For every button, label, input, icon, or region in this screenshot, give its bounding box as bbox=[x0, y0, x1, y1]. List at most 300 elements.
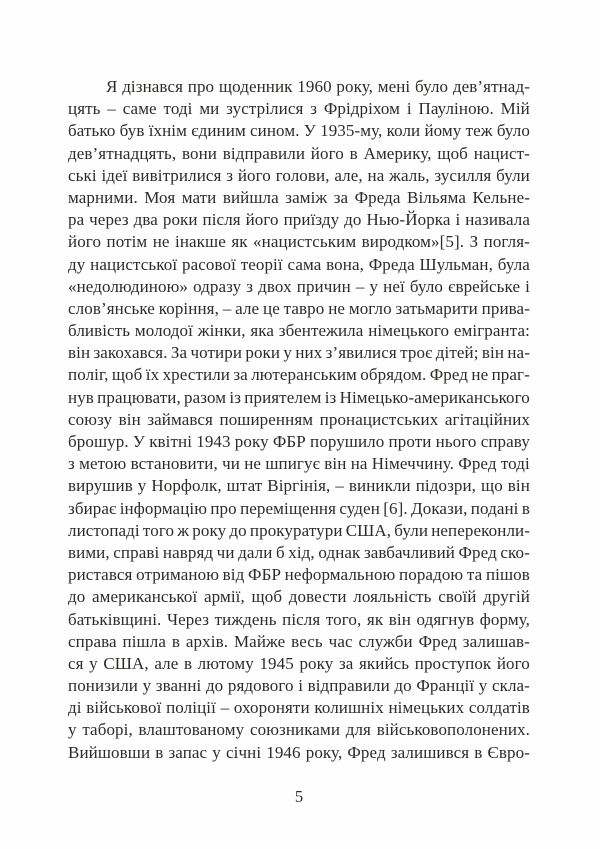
word: лояльність bbox=[353, 587, 432, 607]
word: щоб bbox=[111, 365, 143, 385]
word: до bbox=[205, 676, 224, 696]
word: агітаційних bbox=[444, 409, 530, 429]
word: навряд bbox=[162, 542, 214, 562]
word: яка bbox=[250, 321, 274, 341]
word: але, bbox=[334, 165, 363, 185]
word: з bbox=[226, 165, 234, 185]
word: охороняти bbox=[233, 698, 310, 718]
text-line bbox=[68, 98, 530, 120]
word: [6]. bbox=[383, 498, 408, 518]
text-line bbox=[68, 187, 530, 209]
word: інакше bbox=[175, 232, 226, 252]
word: своїй bbox=[438, 587, 477, 607]
word: в bbox=[349, 143, 358, 163]
word: за bbox=[333, 187, 349, 207]
word: брошур. bbox=[68, 432, 129, 451]
word: в bbox=[155, 742, 164, 762]
word: суден bbox=[339, 498, 380, 518]
word: роки bbox=[162, 210, 198, 230]
word: расової bbox=[181, 254, 236, 274]
word: до bbox=[344, 210, 362, 230]
word: чотири bbox=[190, 343, 243, 363]
text-line bbox=[68, 564, 530, 586]
word: року bbox=[192, 520, 227, 540]
word: року bbox=[234, 432, 269, 451]
word: 1943 bbox=[196, 432, 231, 451]
word: приїзду bbox=[283, 210, 340, 230]
word: залишився bbox=[390, 742, 470, 762]
word: одразу bbox=[193, 276, 242, 296]
word: у bbox=[369, 276, 379, 296]
word: Нью-Йорка bbox=[366, 210, 451, 230]
word: дали bbox=[238, 542, 273, 562]
word: було bbox=[415, 77, 449, 96]
word: зустрілися bbox=[226, 99, 304, 119]
word: і bbox=[525, 276, 530, 296]
word: у bbox=[68, 720, 77, 740]
word: року bbox=[299, 653, 334, 673]
text-line bbox=[68, 165, 530, 187]
word: займався bbox=[147, 409, 213, 429]
word: в bbox=[474, 742, 483, 762]
word: праг- bbox=[491, 365, 530, 385]
word: не bbox=[328, 298, 346, 318]
word: 1935-му, bbox=[320, 121, 383, 141]
word: із bbox=[229, 387, 242, 407]
word: приятелем bbox=[244, 387, 322, 407]
word: їхнім bbox=[148, 121, 187, 141]
text-line bbox=[68, 453, 530, 475]
word: у bbox=[478, 676, 488, 696]
text-line bbox=[68, 631, 530, 653]
word: йому bbox=[424, 121, 462, 141]
word: працювати, bbox=[97, 387, 181, 407]
text-line bbox=[68, 231, 530, 253]
word: вона, bbox=[326, 254, 364, 274]
word: цять bbox=[68, 99, 101, 119]
word: бливість bbox=[68, 321, 131, 341]
word: щоб bbox=[251, 587, 283, 607]
word: для bbox=[345, 720, 371, 740]
text-line bbox=[68, 254, 530, 276]
word: був bbox=[119, 121, 145, 141]
word: нацист- bbox=[473, 143, 530, 163]
word: – bbox=[220, 698, 230, 718]
word: Мій bbox=[500, 99, 530, 119]
word: мати bbox=[181, 187, 217, 207]
word: у bbox=[89, 653, 98, 673]
word: їх bbox=[145, 365, 160, 385]
word: теж bbox=[465, 121, 493, 141]
word: званні bbox=[155, 676, 202, 696]
word: ді bbox=[68, 698, 82, 718]
word: виникли bbox=[348, 476, 411, 496]
word: у bbox=[283, 343, 293, 363]
word: Докази, bbox=[411, 498, 468, 518]
word: німецьких bbox=[388, 698, 465, 718]
text-line bbox=[68, 364, 530, 386]
word: він bbox=[481, 343, 505, 363]
word: і bbox=[406, 99, 412, 119]
word: поліг, bbox=[68, 365, 109, 385]
word: нього bbox=[435, 432, 477, 451]
word: вони bbox=[181, 143, 217, 163]
word: дев’ятнадцять, bbox=[68, 143, 177, 163]
word: другій bbox=[483, 587, 530, 607]
page-number: 5 bbox=[294, 787, 304, 806]
word: затьмарити bbox=[395, 298, 478, 318]
word: погля- bbox=[483, 232, 530, 252]
word: 1945 bbox=[259, 653, 294, 673]
word: була bbox=[497, 254, 530, 274]
word: відправили bbox=[307, 676, 390, 696]
word: що bbox=[481, 476, 503, 496]
word: дітей; bbox=[435, 343, 479, 363]
word: ся bbox=[68, 653, 84, 673]
word: неї bbox=[383, 276, 405, 296]
word: на- bbox=[507, 343, 530, 363]
word: У bbox=[132, 432, 146, 451]
word: були bbox=[496, 165, 530, 185]
text-line bbox=[68, 742, 530, 764]
word: Фреда bbox=[354, 187, 401, 207]
word: як bbox=[231, 232, 248, 252]
word: «нацистським bbox=[253, 232, 357, 252]
word: справі bbox=[113, 542, 160, 562]
word: до bbox=[68, 587, 86, 607]
word: США, bbox=[103, 653, 149, 673]
text-line bbox=[68, 320, 530, 342]
word: влаштованому bbox=[138, 720, 245, 740]
word: на bbox=[367, 165, 385, 185]
word: ФБР bbox=[272, 432, 306, 451]
word: 1946 bbox=[266, 742, 301, 762]
word: заміж bbox=[285, 187, 328, 207]
word: його bbox=[237, 165, 271, 185]
word: і bbox=[298, 676, 304, 696]
word: жаль, bbox=[389, 165, 430, 185]
word: у bbox=[212, 742, 221, 762]
word: непереконли- bbox=[431, 520, 530, 540]
word: пронацистських bbox=[319, 409, 439, 429]
word: весь bbox=[291, 631, 323, 651]
word: він bbox=[324, 454, 347, 474]
word: не bbox=[471, 365, 489, 385]
word: У bbox=[303, 121, 316, 141]
word: емігранта: bbox=[453, 321, 530, 341]
word: нацистської bbox=[90, 254, 178, 274]
word: потім bbox=[106, 232, 148, 252]
word: не bbox=[152, 232, 170, 252]
word: від bbox=[222, 565, 245, 585]
word: але bbox=[154, 653, 179, 673]
word: єдиним bbox=[191, 121, 246, 141]
word: військової bbox=[86, 698, 162, 718]
word: через bbox=[89, 210, 129, 230]
word: Фред bbox=[458, 454, 497, 474]
text-line bbox=[68, 209, 530, 231]
word: них bbox=[295, 343, 323, 363]
word: – bbox=[107, 99, 116, 119]
word: він bbox=[68, 343, 91, 363]
word: року, bbox=[305, 742, 343, 762]
word: двох bbox=[258, 276, 292, 296]
word: час bbox=[328, 631, 353, 651]
word: в bbox=[183, 653, 193, 673]
word: роки bbox=[245, 343, 281, 363]
word: листопаді bbox=[68, 520, 140, 540]
text-line bbox=[68, 387, 530, 409]
word: ско- bbox=[500, 542, 530, 562]
word: не bbox=[244, 454, 262, 474]
word: були bbox=[394, 520, 429, 540]
word: було bbox=[409, 276, 444, 296]
word: нув bbox=[68, 387, 94, 407]
word: жінки, bbox=[197, 321, 246, 341]
word: однак bbox=[318, 542, 361, 562]
word: та bbox=[466, 565, 483, 585]
word: б bbox=[275, 542, 285, 562]
word: з bbox=[310, 99, 318, 119]
text-line bbox=[68, 719, 530, 741]
page-text bbox=[68, 76, 530, 764]
word: неформальною bbox=[284, 565, 396, 585]
word: чи bbox=[222, 454, 240, 474]
text-line bbox=[68, 609, 530, 631]
word: сином. bbox=[250, 121, 300, 141]
word: разом bbox=[184, 387, 227, 407]
word: американської bbox=[92, 587, 198, 607]
word: зусилля bbox=[434, 165, 492, 185]
word: він bbox=[388, 609, 411, 629]
word: вими, bbox=[68, 542, 110, 562]
word: тавро bbox=[283, 298, 325, 318]
word: Вийшовши bbox=[68, 742, 151, 762]
word: штат bbox=[226, 476, 263, 496]
word: 1960 bbox=[297, 77, 332, 96]
word: це bbox=[263, 298, 280, 318]
word: «недолюдиною» bbox=[68, 276, 189, 296]
word: Шульман, bbox=[419, 254, 493, 274]
word: батьківщині. bbox=[68, 609, 162, 629]
word: понизили bbox=[68, 676, 138, 696]
word: мені bbox=[377, 77, 411, 96]
word: прива- bbox=[481, 298, 530, 318]
word: Майже bbox=[233, 631, 286, 651]
word: сама bbox=[287, 254, 322, 274]
word: архів. bbox=[185, 631, 229, 651]
word: саме bbox=[122, 99, 157, 119]
word: але bbox=[235, 298, 260, 318]
word: Я bbox=[106, 77, 118, 96]
word: закохався. bbox=[93, 343, 168, 363]
word: слов’янське bbox=[68, 298, 155, 318]
text-line bbox=[68, 120, 530, 142]
word: поліції bbox=[166, 698, 216, 718]
word: він bbox=[118, 409, 141, 429]
word: Норфолк, bbox=[151, 476, 222, 496]
word: збирає bbox=[68, 498, 117, 518]
text-line bbox=[68, 675, 530, 697]
word: вивітрилися bbox=[132, 165, 222, 185]
text-line bbox=[68, 498, 530, 520]
word: порушило bbox=[310, 432, 385, 451]
text-line bbox=[68, 542, 530, 564]
word: Фреда bbox=[368, 254, 415, 274]
word: Франції bbox=[416, 676, 475, 696]
word: З bbox=[469, 232, 479, 252]
word: і bbox=[455, 210, 461, 230]
word: року, bbox=[336, 77, 373, 96]
word: із bbox=[324, 387, 337, 407]
word: Фред bbox=[347, 742, 386, 762]
word: коріння, bbox=[158, 298, 219, 318]
word: шпигує bbox=[265, 454, 320, 474]
word: Вільяма bbox=[407, 187, 467, 207]
word: ФБР bbox=[248, 565, 281, 585]
text-line bbox=[68, 143, 530, 165]
word: справа bbox=[68, 631, 117, 651]
word: подані bbox=[470, 498, 519, 518]
word: завбачливий bbox=[363, 542, 455, 562]
word: ду bbox=[68, 254, 86, 274]
text-line bbox=[68, 475, 530, 497]
word: лютеранським bbox=[251, 365, 357, 385]
word: німецького bbox=[368, 321, 450, 341]
word: скла- bbox=[491, 676, 530, 696]
word: того, bbox=[325, 609, 362, 629]
word: його bbox=[496, 653, 530, 673]
word: батько bbox=[68, 121, 116, 141]
word: – bbox=[335, 476, 344, 496]
word: ж bbox=[177, 520, 190, 540]
word: коли bbox=[386, 121, 421, 141]
word: у bbox=[142, 676, 152, 696]
word: За bbox=[170, 343, 188, 363]
word: союзниками bbox=[249, 720, 341, 740]
word: залишав- bbox=[462, 631, 530, 651]
word: в bbox=[171, 631, 181, 651]
word: Фред bbox=[429, 365, 469, 385]
word: Німецько-американського bbox=[339, 387, 530, 407]
word: його bbox=[68, 232, 102, 252]
word: тиждень bbox=[214, 609, 277, 629]
word: після bbox=[202, 210, 241, 230]
word: хід, bbox=[288, 542, 315, 562]
word: армії, bbox=[204, 587, 245, 607]
word: тоді bbox=[163, 99, 193, 119]
word: прокуратури bbox=[249, 520, 343, 540]
word: хрестили bbox=[162, 365, 230, 385]
word: марними. bbox=[68, 187, 138, 207]
word: порадою bbox=[399, 565, 464, 585]
word: – bbox=[355, 276, 365, 296]
word: тоді bbox=[500, 454, 530, 474]
word: про bbox=[210, 498, 237, 518]
word: вирушив bbox=[68, 476, 133, 496]
word: він bbox=[507, 476, 530, 496]
word: могло bbox=[348, 298, 392, 318]
word: поширенням bbox=[219, 409, 314, 429]
word: Моя bbox=[144, 187, 176, 207]
word: ми bbox=[199, 99, 220, 119]
word: ідеї bbox=[101, 165, 128, 185]
text-line bbox=[68, 431, 530, 453]
text-line bbox=[68, 409, 530, 431]
word: проступок bbox=[414, 653, 492, 673]
word: лютому bbox=[197, 653, 254, 673]
word: про bbox=[187, 77, 215, 96]
word: таборі, bbox=[82, 720, 133, 740]
text-line bbox=[68, 586, 530, 608]
word: США, bbox=[345, 520, 392, 540]
word: військовополонених. bbox=[376, 720, 530, 740]
word: форму, bbox=[479, 609, 530, 629]
word: Америку, bbox=[363, 143, 432, 163]
word: переміщення bbox=[240, 498, 337, 518]
word: молодої bbox=[134, 321, 193, 341]
word: колишніх bbox=[314, 698, 384, 718]
word: Віргінія, bbox=[267, 476, 331, 496]
word: до bbox=[229, 520, 247, 540]
word: ристався bbox=[68, 565, 133, 585]
word: виродком»[5]. bbox=[361, 232, 465, 252]
text-line bbox=[68, 298, 530, 320]
word: Фрідріхом bbox=[323, 99, 401, 119]
word: Фред bbox=[458, 542, 497, 562]
word: обрядом. bbox=[360, 365, 427, 385]
word: збентежила bbox=[278, 321, 364, 341]
text-line bbox=[68, 342, 530, 364]
word: щоб bbox=[437, 143, 468, 163]
word: одягнув bbox=[416, 609, 475, 629]
word: інформацію bbox=[119, 498, 208, 518]
word: пішла bbox=[122, 631, 166, 651]
word: з bbox=[246, 276, 254, 296]
word: з bbox=[68, 454, 75, 474]
word: називала bbox=[465, 210, 530, 230]
word: квітні bbox=[149, 432, 193, 451]
word: якийсь bbox=[358, 653, 410, 673]
word: Німеччину. bbox=[371, 454, 455, 474]
word: – bbox=[222, 298, 232, 318]
word: два bbox=[133, 210, 158, 230]
word: голови, bbox=[275, 165, 330, 185]
word: за bbox=[233, 365, 248, 385]
word: січні bbox=[226, 742, 262, 762]
word: Фред bbox=[418, 631, 457, 651]
word: в bbox=[521, 498, 530, 518]
text-line bbox=[68, 520, 530, 542]
word: відправили bbox=[222, 143, 306, 163]
word: того bbox=[142, 520, 175, 540]
word: проти bbox=[388, 432, 432, 451]
word: союзу bbox=[68, 409, 113, 429]
word: служби bbox=[358, 631, 413, 651]
word: єврейське bbox=[448, 276, 521, 296]
text-line bbox=[68, 697, 530, 719]
word: теорії bbox=[240, 254, 283, 274]
word: причин bbox=[296, 276, 351, 296]
word: у bbox=[137, 476, 147, 496]
word: за bbox=[338, 653, 354, 673]
text-line bbox=[68, 653, 530, 675]
word: отриманою bbox=[136, 565, 219, 585]
text-line bbox=[68, 76, 530, 98]
word: на bbox=[350, 454, 368, 474]
word: було bbox=[496, 121, 530, 141]
word: Євро- bbox=[487, 742, 530, 762]
